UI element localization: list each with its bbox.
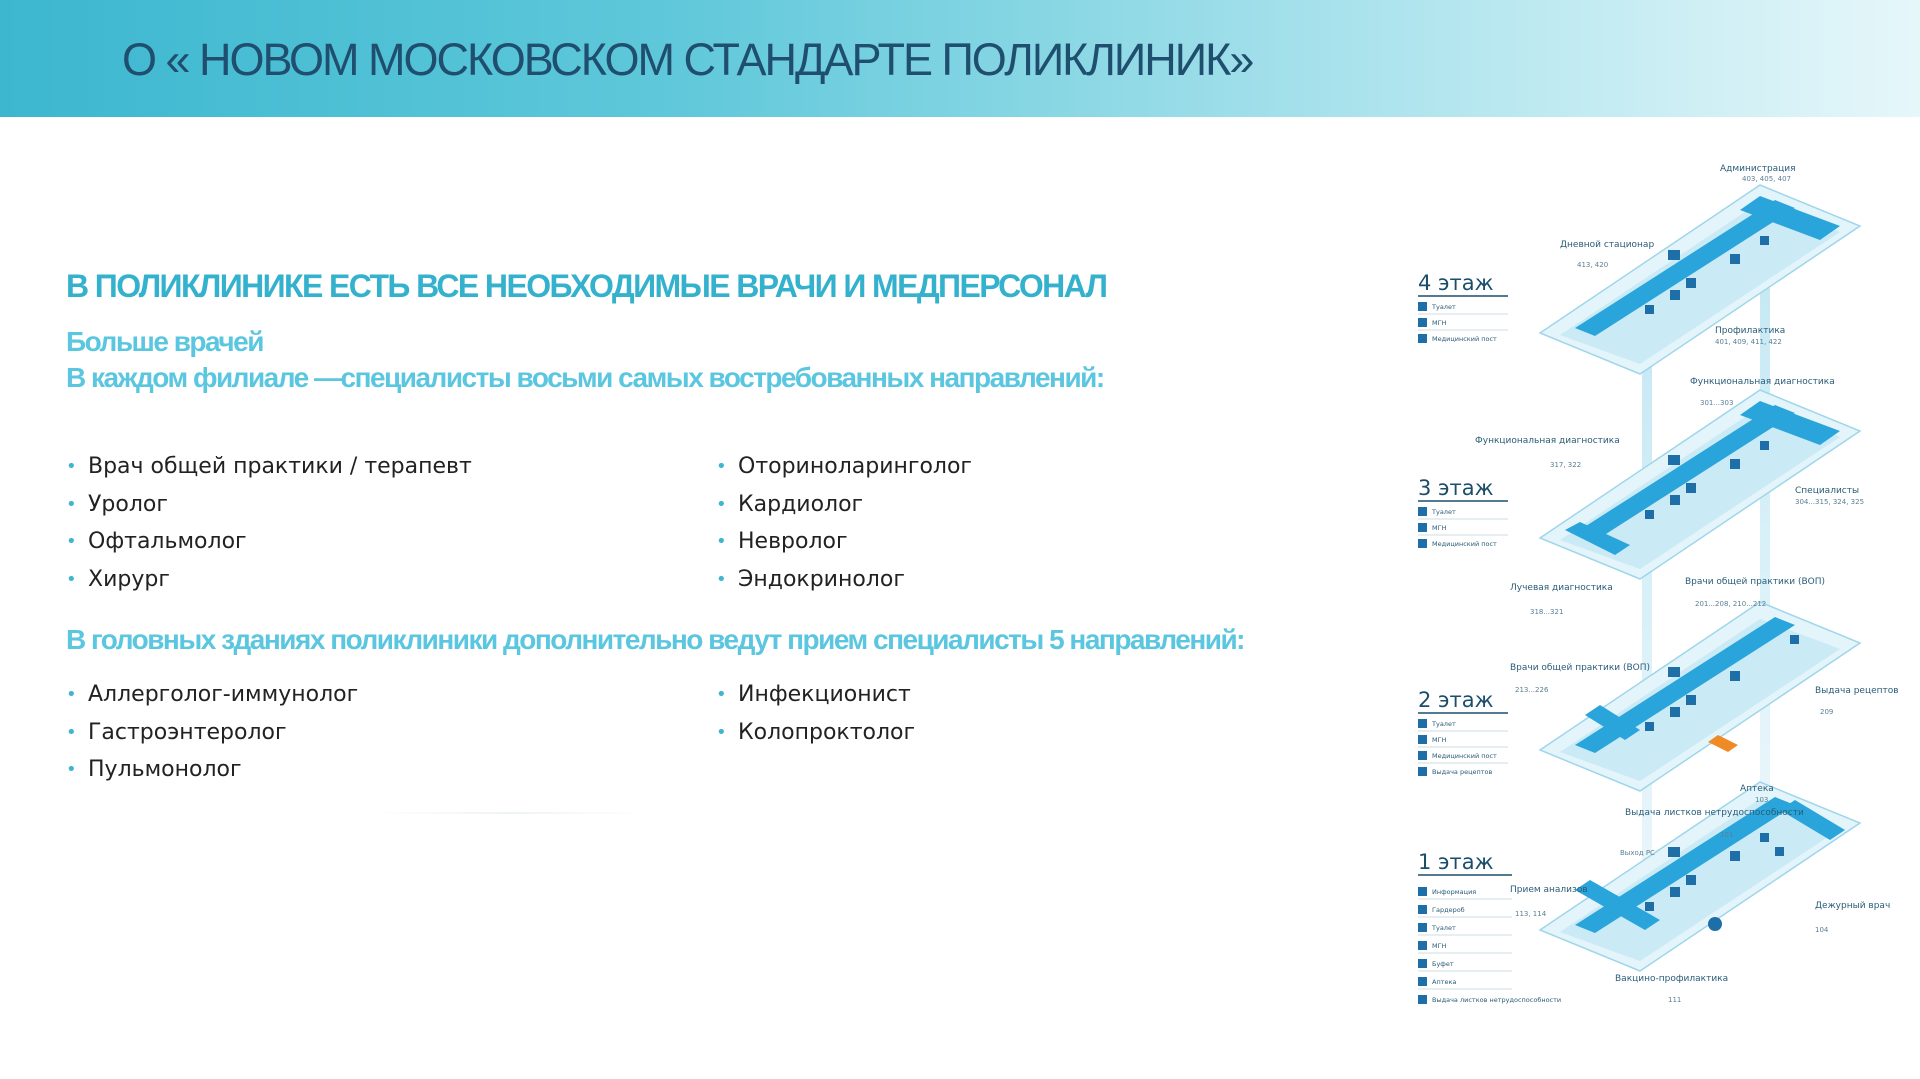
legend-item: Медицинский пост <box>1432 752 1497 760</box>
legend-item: Туалет <box>1432 303 1456 311</box>
floor-1-title: 1 этаж <box>1418 850 1494 874</box>
list-item: • Уролог <box>66 486 472 524</box>
legend-item: Медицинский пост <box>1432 540 1497 548</box>
additional-list-right <box>716 676 915 751</box>
legend-item: Туалет <box>1432 924 1456 932</box>
subheading-eight-specialties: В каждом филиале —специалисты восьми самых востребованных направлений: <box>66 362 1104 393</box>
list-item: • Колопроктолог <box>716 714 915 752</box>
legend-item: Туалет <box>1432 720 1456 728</box>
specialty-list-right <box>716 448 972 598</box>
label-prevention-rooms: 401, 409, 411, 422 <box>1715 338 1782 346</box>
label-gp-2-rooms: 213...226 <box>1515 686 1549 694</box>
label-radiology: Лучевая диагностика <box>1510 583 1613 593</box>
subheading-head-buildings: В головных зданиях поликлиники дополнительно ведут прием специалисты 5 направлений: <box>66 624 1244 655</box>
list-item: • Хирург <box>66 561 472 599</box>
list-item: • Эндокринолог <box>716 561 972 599</box>
list-item: • Гастроэнтеролог <box>66 714 358 752</box>
label-functional-diagnostics-2: Функциональная диагностика <box>1475 436 1620 446</box>
label-duty-doctor: Дежурный врач <box>1815 901 1891 911</box>
label-functional-diagnostics-1: Функциональная диагностика <box>1690 377 1835 387</box>
legend-item: Выдача листков нетрудоспособности <box>1432 996 1562 1004</box>
floor-plan-diagram <box>1400 150 1900 1035</box>
floor-1-legend <box>1418 887 1561 1004</box>
list-item: • Кардиолог <box>716 486 972 524</box>
legend-item: МГН <box>1432 524 1447 532</box>
floor-2-title: 2 этаж <box>1418 688 1494 712</box>
label-specialists-rooms: 304...315, 324, 325 <box>1795 498 1865 506</box>
list-item: • Врач общей практики / терапевт <box>66 448 472 486</box>
legend-item: Выдача рецептов <box>1432 768 1493 776</box>
list-item: • Офтальмолог <box>66 523 472 561</box>
label-lab-tests-rooms: 113, 114 <box>1515 910 1547 918</box>
label-specialists: Специалисты <box>1795 486 1860 496</box>
label-prevention: Профилактика <box>1715 326 1786 336</box>
floor-plan-svg <box>1400 150 1900 1030</box>
label-duty-doctor-rooms: 104 <box>1815 926 1829 934</box>
label-administration-rooms: 403, 405, 407 <box>1742 175 1791 183</box>
legend-item: Туалет <box>1432 508 1456 516</box>
label-lab-tests: Прием анализов <box>1510 885 1588 895</box>
label-vaccination: Вакцино-профилактика <box>1615 974 1729 984</box>
label-functional-diagnostics-1-rooms: 301...303 <box>1700 399 1734 407</box>
floor-2-plan <box>1418 577 1899 791</box>
legend-item: Гардероб <box>1432 906 1465 914</box>
floor-4-plan <box>1418 164 1860 374</box>
header-bar <box>0 0 1920 117</box>
additional-list-left <box>66 676 358 789</box>
floor-2-legend <box>1418 719 1508 776</box>
legend-item: МГН <box>1432 942 1447 950</box>
list-item: • Оториноларинголог <box>716 448 972 486</box>
label-prescriptions: Выдача рецептов <box>1815 686 1899 696</box>
floor-4-title: 4 этаж <box>1418 271 1494 295</box>
legend-item: МГН <box>1432 736 1447 744</box>
floor-3-legend <box>1418 507 1508 548</box>
label-day-hospital-rooms: 413, 420 <box>1577 261 1609 269</box>
label-prescriptions-rooms: 209 <box>1820 708 1834 716</box>
page-title: О « НОВОМ МОСКОВСКОМ СТАНДАРТЕ ПОЛИКЛИНИК» <box>122 34 1253 85</box>
label-gp-2: Врачи общей практики (ВОП) <box>1510 663 1651 673</box>
legend-item: Буфет <box>1432 960 1454 968</box>
specialty-list-left <box>66 448 472 598</box>
label-pharmacy-rooms: 103 <box>1755 796 1769 804</box>
label-gp-1-rooms: 201...208, 210...212 <box>1695 600 1767 608</box>
legend-item: МГН <box>1432 319 1447 327</box>
label-radiology-rooms: 318...321 <box>1530 608 1564 616</box>
label-sick-leave: Выдача листков нетрудоспособности <box>1625 808 1804 818</box>
floor-1-plan <box>1418 782 1890 1004</box>
label-exit: Выход РС <box>1620 849 1655 857</box>
label-functional-diagnostics-2-rooms: 317, 322 <box>1550 461 1582 469</box>
legend-item: Информация <box>1432 888 1477 896</box>
subheading-more-doctors: Больше врачей <box>66 326 263 357</box>
section-headline: В ПОЛИКЛИНИКЕ ЕСТЬ ВСЕ НЕОБХОДИМЫЕ ВРАЧИ И МЕДПЕРСОНАЛ <box>66 268 1107 304</box>
label-pharmacy: Аптека <box>1740 784 1774 794</box>
legend-item: Медицинский пост <box>1432 335 1497 343</box>
legend-item: Аптека <box>1432 978 1457 986</box>
label-administration: Администрация <box>1720 164 1796 174</box>
list-item: • Пульмонолог <box>66 751 358 789</box>
divider <box>370 812 650 814</box>
list-item: • Невролог <box>716 523 972 561</box>
floor-4-legend <box>1418 302 1508 343</box>
list-item: • Инфекционист <box>716 676 915 714</box>
label-gp-1: Врачи общей практики (ВОП) <box>1685 577 1826 587</box>
label-vaccination-rooms: 111 <box>1668 996 1682 1004</box>
label-day-hospital: Дневной стационар <box>1560 240 1655 250</box>
floor-3-title: 3 этаж <box>1418 476 1494 500</box>
label-sick-leave-rooms: 101 <box>1720 831 1734 839</box>
list-item: • Аллерголог-иммунолог <box>66 676 358 714</box>
